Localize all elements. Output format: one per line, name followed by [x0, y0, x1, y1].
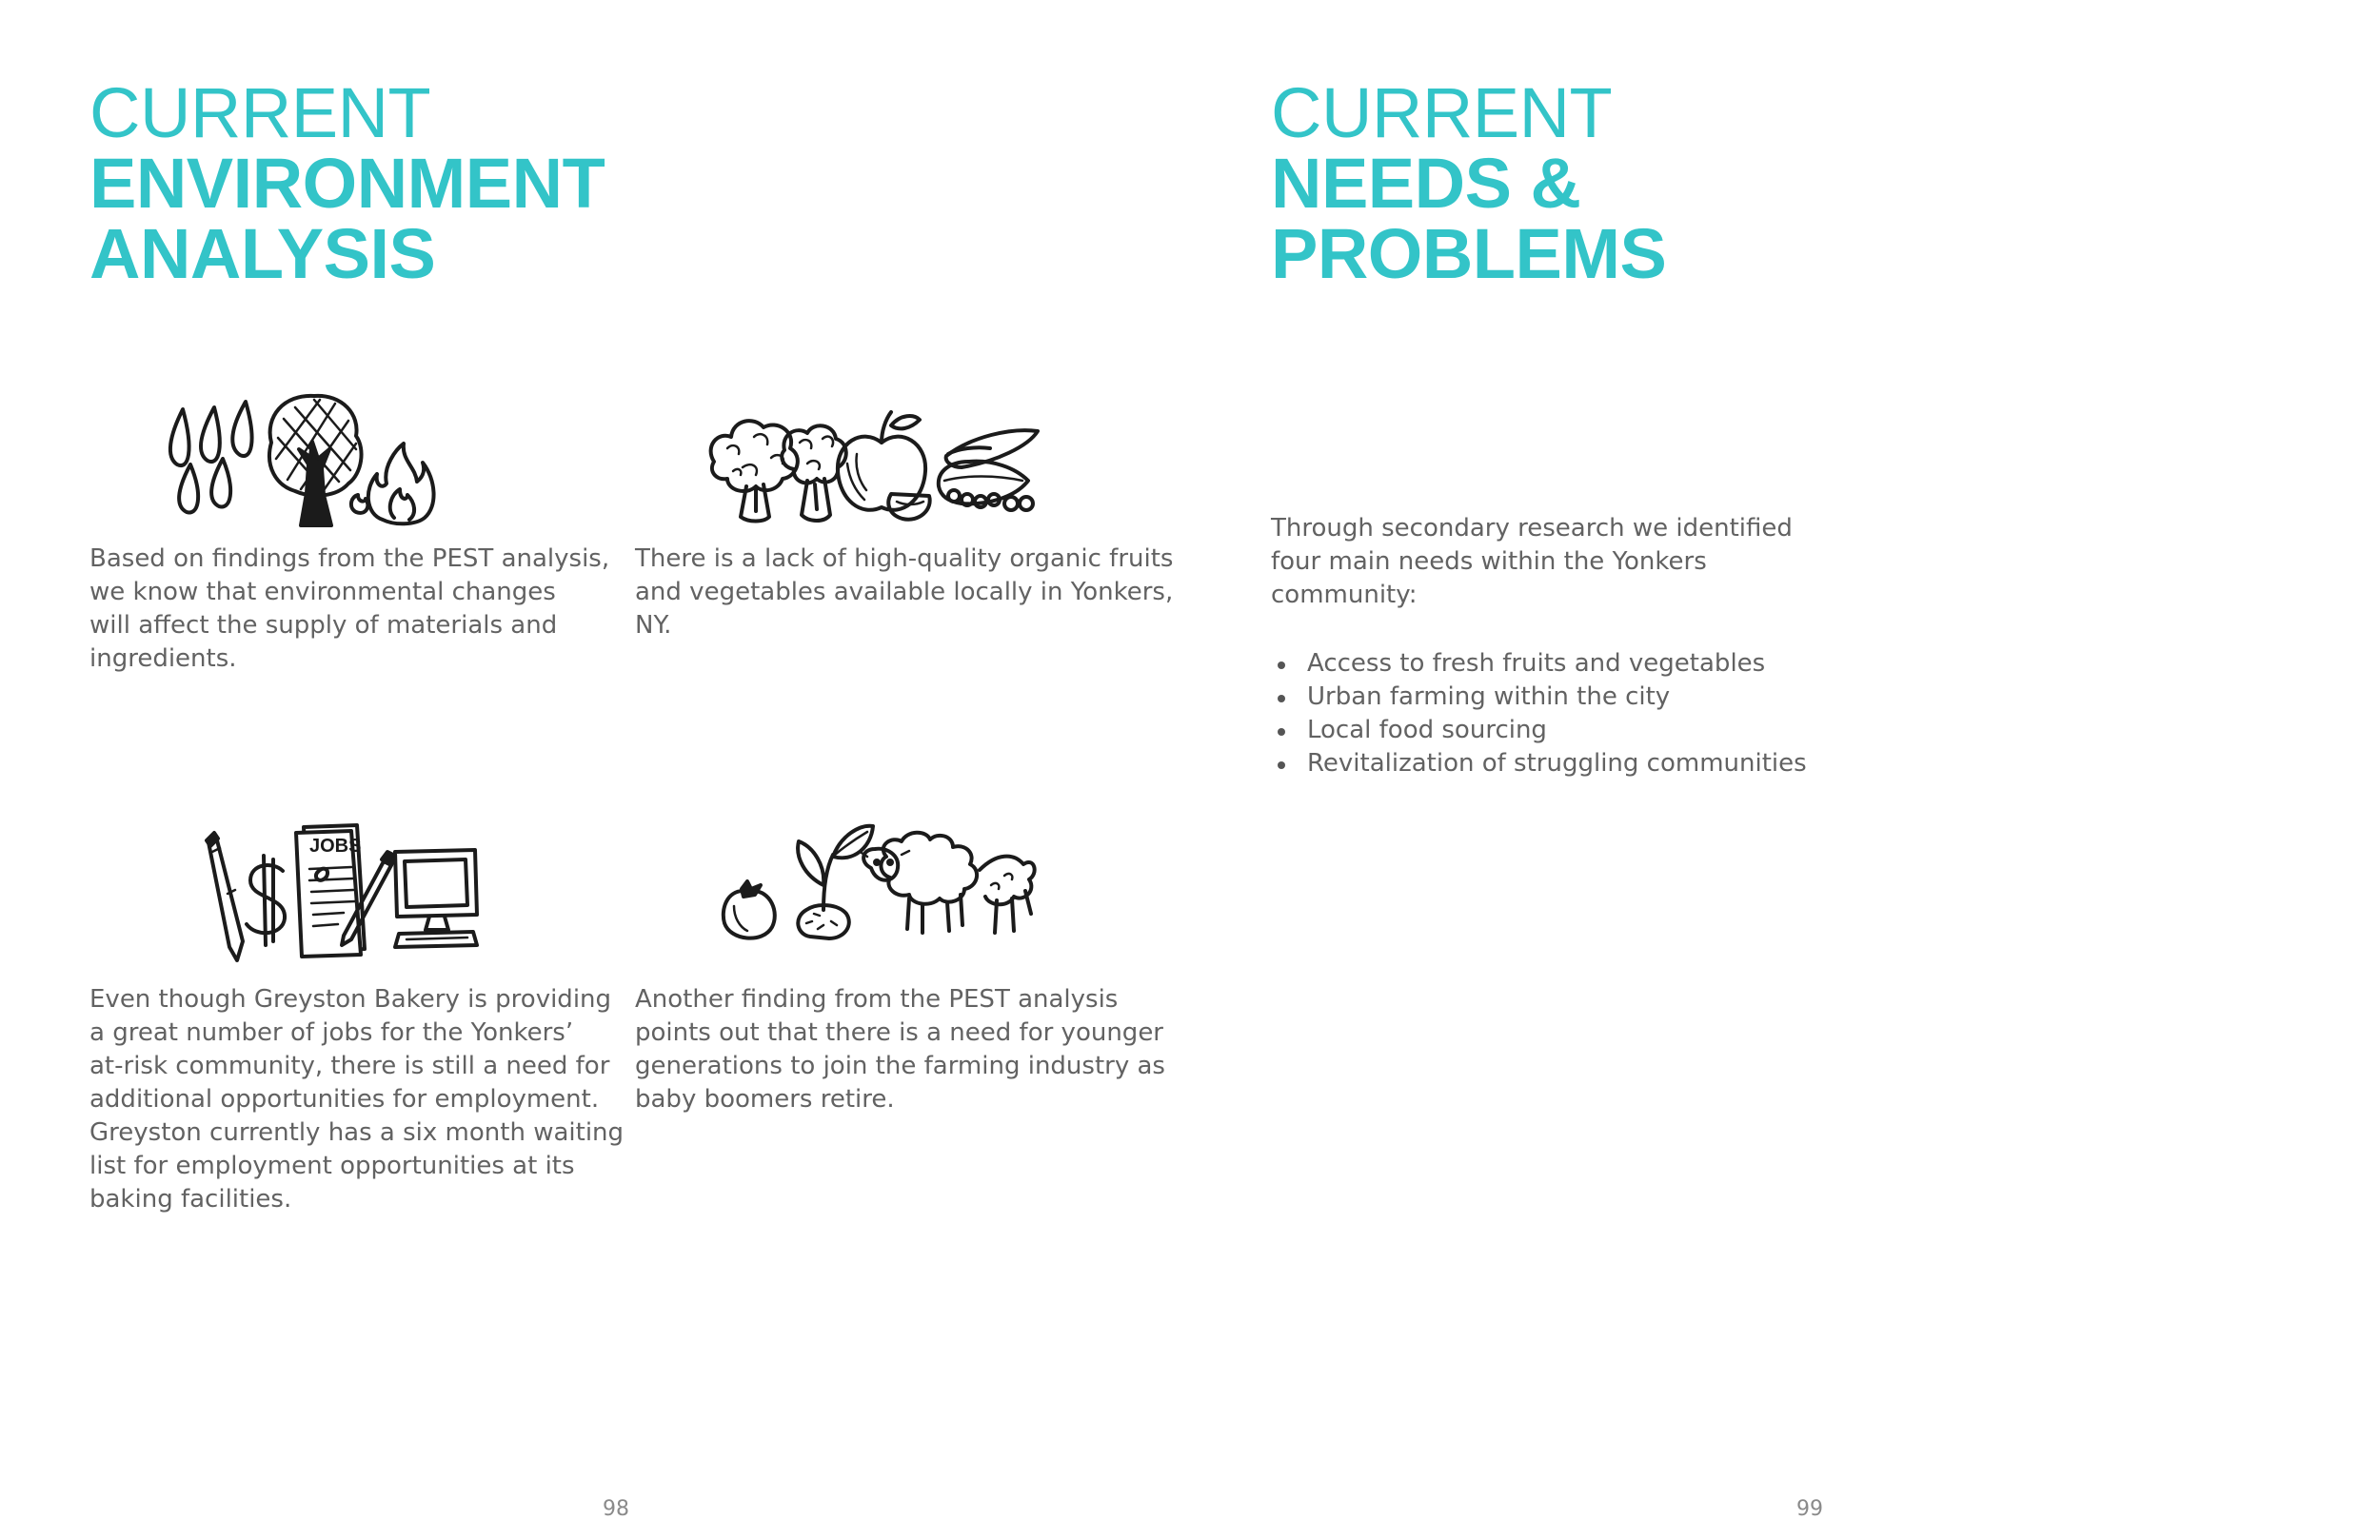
- needs-list: [1271, 647, 1807, 780]
- sprout-icon: [798, 826, 873, 938]
- heading-line-1: CURRENT: [1271, 73, 1613, 152]
- page-number-98: 98: [603, 1497, 629, 1521]
- jobs-label: JOBS: [309, 836, 362, 857]
- tree-icon: [269, 396, 362, 525]
- sheep-icon: [862, 833, 1035, 933]
- list-item: Revitalization of struggling communities: [1271, 747, 1807, 780]
- jobs-document-icon: [296, 825, 395, 957]
- heading-line-2: ENVIRONMENT: [89, 144, 605, 223]
- environment-analysis-heading: [89, 73, 605, 293]
- environment-finding-text: Based on findings from the PEST analysis, we know that environmental changes will affect the supply of materials and ingredients.: [89, 544, 610, 673]
- tomato-sprout-sheep-icon: [719, 819, 1038, 952]
- right-page: [1190, 0, 2380, 1540]
- page-number-99: 99: [1796, 1497, 1823, 1521]
- heading-line-1: CURRENT: [89, 73, 431, 152]
- list-item: Urban farming within the city: [1271, 681, 1807, 714]
- employment-text: Even though Greyston Bakery is providing a great number of jobs for the Yonkers’ at-risk community, there is still a need for additional opportunities for employment. Greyston currently has a six month waiting list for employment opportunities at its baking facilities.: [89, 985, 625, 1214]
- list-item: Local food sourcing: [1271, 714, 1807, 747]
- pen-icon: [207, 833, 243, 960]
- organic-produce-text: There is a lack of high-quality organic fruits and vegetables available locally in Yonkers, NY.: [635, 544, 1174, 640]
- list-item: Access to fresh fruits and vegetables: [1271, 647, 1807, 681]
- water-drops-tree-fire-icon: [162, 390, 457, 528]
- needs-problems-heading: [1271, 73, 1667, 293]
- fire-icon: [351, 444, 434, 523]
- heading-line-3: ANALYSIS: [89, 214, 436, 293]
- computer-icon: [395, 850, 477, 947]
- dollar-icon: [247, 856, 285, 945]
- pen-dollar-jobs-computer-icon: [205, 823, 490, 966]
- heading-line-2: NEEDS &: [1271, 144, 1581, 223]
- needs-intro-text: Through secondary research we identified four main needs within the Yonkers community:: [1271, 514, 1793, 609]
- farming-generations-text: Another finding from the PEST analysis points out that there is a need for younger generations to join the farming industry as baby boomers retire.: [635, 985, 1165, 1114]
- tomato-icon: [724, 881, 775, 938]
- water-drops-icon: [170, 402, 252, 513]
- heading-line-3: PROBLEMS: [1271, 214, 1667, 293]
- apple-icon: [838, 412, 930, 520]
- vegetables-fruits-icon: [704, 405, 1052, 528]
- peas-icon: [939, 430, 1038, 510]
- broccoli-icon: [711, 421, 798, 521]
